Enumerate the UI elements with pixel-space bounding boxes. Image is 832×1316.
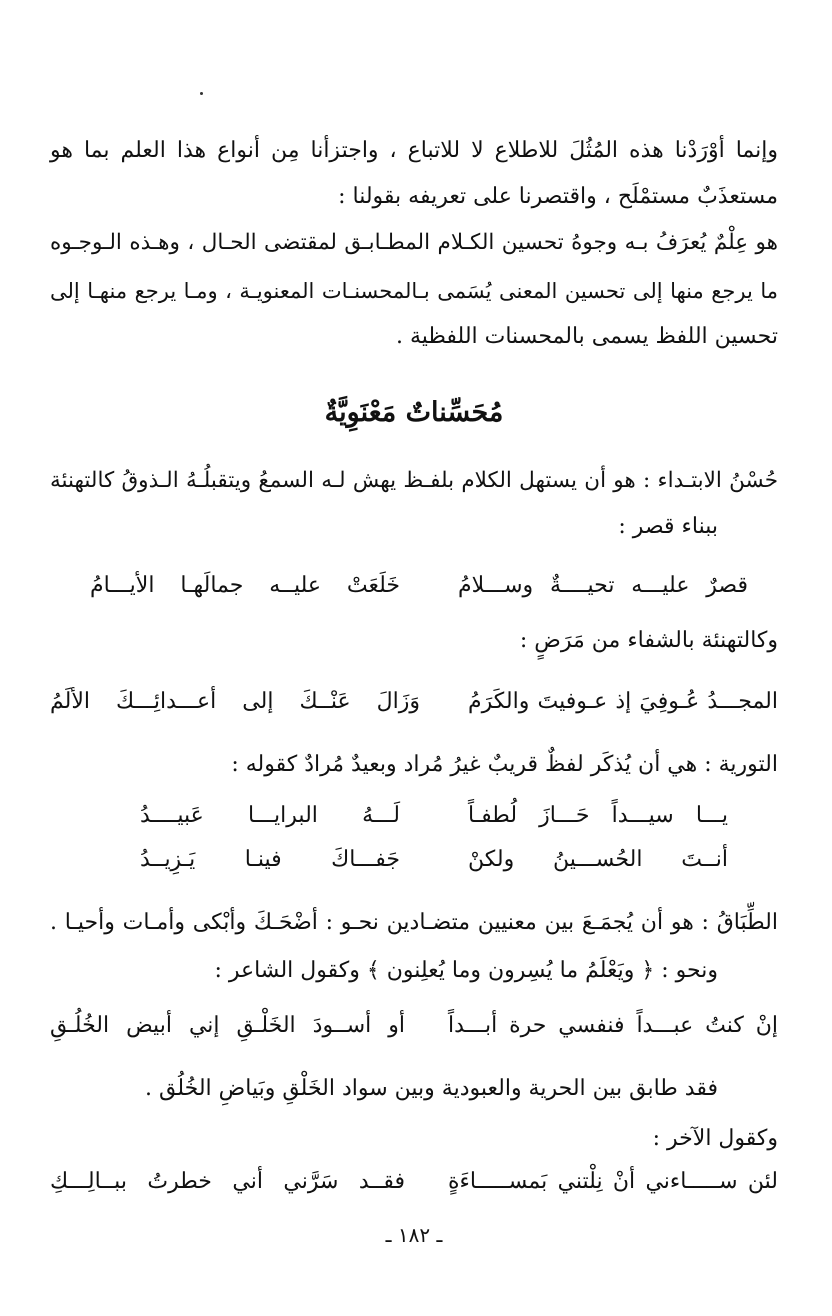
verse-hemistich-left: فقــد سَرَّني أني خطرتُ ببــالِـــكِ <box>50 1169 405 1194</box>
section-heading: مُحَسِّناتٌ مَعْنَوِيَّةٌ <box>324 397 504 428</box>
verse-hemistich-right: أنــتَ الحُســـينُ ولكنْ <box>468 847 728 872</box>
verse-hemistich-left: لَـــهُ البرايـــا عَبيــــدُ <box>140 803 400 828</box>
intro-line-3: هو عِلْمٌ يُعرَفُ بـه وجوهُ تحسين الكـلام المطـابـق لمقتضى الحـال ، وهـذه الـوجـوه <box>50 230 778 255</box>
husn-verse-1 <box>50 570 778 602</box>
verse-hemistich-left: خَلَعَتْ عليــه جمالَهـا الأيـــامُ <box>90 573 400 598</box>
verse-hemistich-right: المجـــدُ عُـوفِيَ إذ عـوفيتَ والكَرَمُ <box>468 689 778 714</box>
tibaq-verse-2 <box>50 1166 778 1198</box>
tibaq-line-1: الطِّبَاقُ : هو أن يُجمَـعَ بين معنيين متضـادين نحـو : أضْحَـكَ وأبْكى وأمـات وأحيـا . <box>50 910 778 935</box>
husn-line-3: وكالتهنئة بالشفاء من مَرَضٍ : <box>519 628 778 653</box>
tawriya-verse-2 <box>50 844 778 876</box>
stray-mark <box>200 92 203 95</box>
tibaq-line-3: فقد طابق بين الحرية والعبودية وبين سواد الخَلْقِ وبَياضِ الخُلُق . <box>145 1076 718 1101</box>
tibaq-line-4: وكقول الآخر : <box>652 1126 778 1151</box>
tawriya-line-1: التورية : هي أن يُذكَر لفظٌ قريبٌ غيرُ مُراد وبعيدٌ مُرادٌ كقوله : <box>231 752 778 777</box>
tawriya-verse-1 <box>50 800 778 832</box>
verse-hemistich-right: يـــا سيـــداً حَـــازَ لُطفـاً <box>468 803 728 828</box>
intro-line-2: مستعذَبٌ مستمْلَح ، واقتصرنا على تعريفه بقولنا : <box>338 184 778 209</box>
verse-hemistich-left: وَزَالَ عَنْــكَ إلى أعـــدائِـــكَ الألَمُ <box>50 689 420 714</box>
verse-hemistich-left: جَفـــاكَ فينـا يَـزِيــدُ <box>140 847 400 872</box>
husn-verse-2 <box>50 686 778 718</box>
husn-line-1: حُسْنُ الابتـداء : هو أن يستهل الكلام بلفـظ يهش لـه السمعُ ويتقبلُـهُ الـذوقُ كالتهنئة <box>50 468 778 493</box>
verse-hemistich-right: قصرٌ عليـــه تحيــــةٌ وســـلامُ <box>458 573 748 598</box>
page-number: ـ ١٨٢ ـ <box>385 1223 443 1247</box>
verse-hemistich-right: لئن ســـــاءني أنْ نِلْتني بَمســـــاءَةٍ <box>448 1169 778 1194</box>
intro-line-5: تحسين اللفظ يسمى بالمحسنات اللفظية . <box>395 324 778 349</box>
book-page <box>50 0 778 1316</box>
husn-line-2: ببناء قصر : <box>618 514 718 539</box>
tibaq-verse-1 <box>50 1010 778 1042</box>
intro-line-4: ما يرجع منها إلى تحسين المعنى يُسَمى بـالمحسنـات المعنويـة ، ومـا يرجع منهـا إلى <box>50 279 778 303</box>
verse-hemistich-left: أو أســودَ الخَلْـقِ إني أبيض الخُلُـقِ <box>50 1013 405 1038</box>
intro-line-1: وإنما أوْرَدْنا هذه المُثُلَ للاطلاع لا للاتباع ، واجتزأنا مِن أنواع هذا العلم بما هو <box>50 138 778 163</box>
tibaq-line-2: ونحو : ﴿ ويَعْلَمُ ما يُسِرون وما يُعلِنون ﴾ وكقول الشاعر : <box>214 958 718 983</box>
verse-hemistich-right: إنْ كنتُ عبـــداً فنفسي حرة أبـــداً <box>448 1013 778 1038</box>
